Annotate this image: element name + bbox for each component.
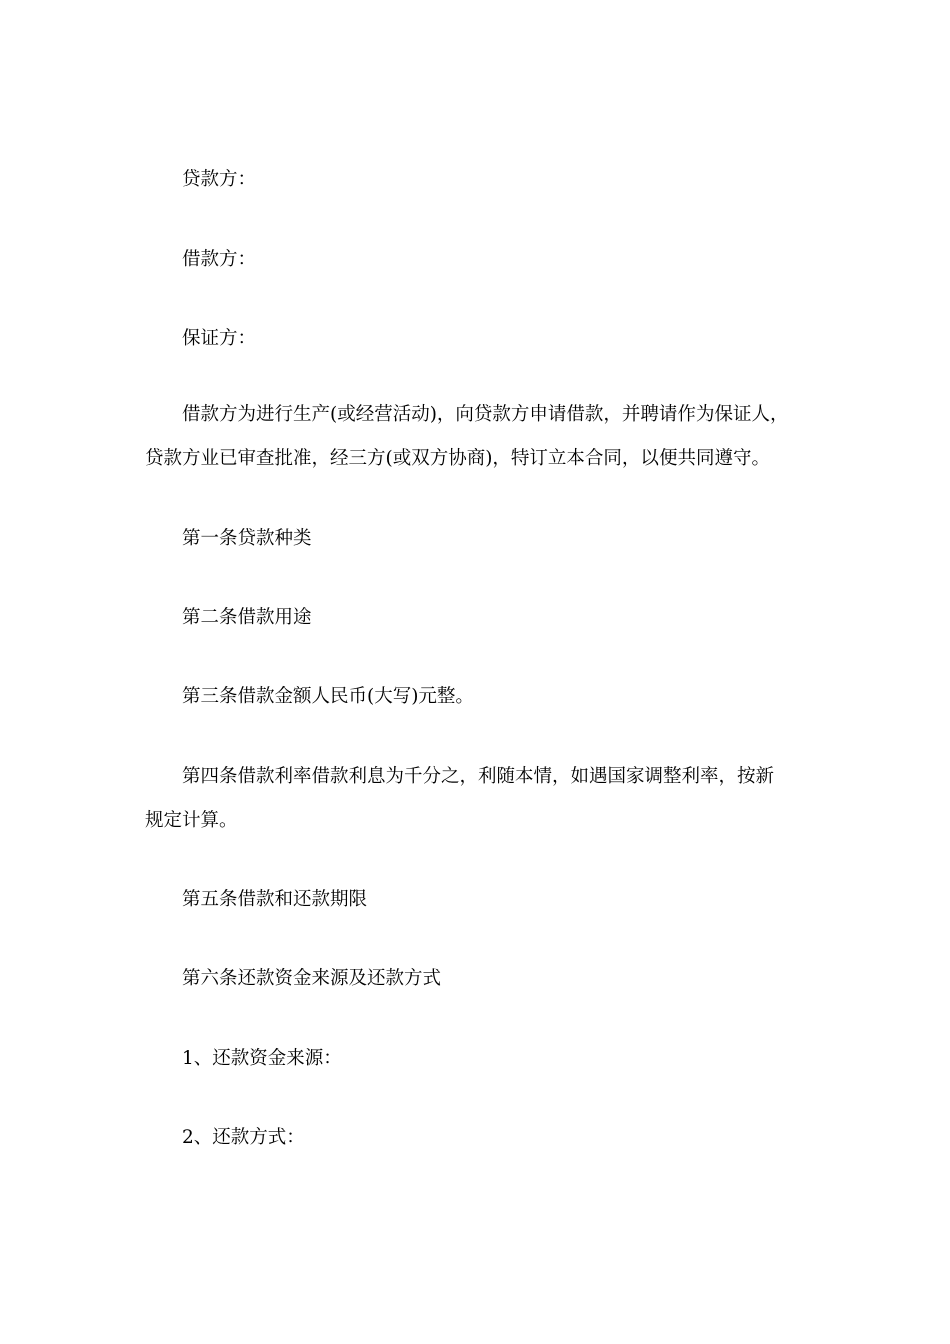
preamble-paragraph (145, 395, 805, 479)
article-6-heading: 第六条还款资金来源及还款方式 (182, 968, 442, 989)
article-4-line-2: 规定计算。 (145, 810, 238, 831)
preamble-line-2: 贷款方业已审查批准，经三方(或双方协商)，特订立本合同，以便共同遵守。 (145, 448, 770, 469)
article-3-heading: 第三条借款金额人民币(大写)元整。 (182, 686, 474, 707)
borrower-label: 借款方： (182, 249, 257, 270)
repayment-source-item: 1、还款资金来源： (182, 1048, 342, 1069)
repayment-method-item: 2、还款方式： (182, 1127, 305, 1148)
article-1-heading: 第一条贷款种类 (182, 528, 312, 549)
article-5-heading: 第五条借款和还款期限 (182, 889, 368, 910)
article-4-paragraph (145, 757, 805, 841)
guarantor-label: 保证方： (182, 328, 257, 349)
lender-label: 贷款方： (182, 169, 257, 190)
article-2-heading: 第二条借款用途 (182, 607, 312, 628)
article-4-line-1: 第四条借款利率借款利息为千分之，利随本情，如遇国家调整利率，按新 (182, 766, 775, 787)
preamble-line-1: 借款方为进行生产(或经营活动)，向贷款方申请借款，并聘请作为保证人， (182, 404, 789, 425)
